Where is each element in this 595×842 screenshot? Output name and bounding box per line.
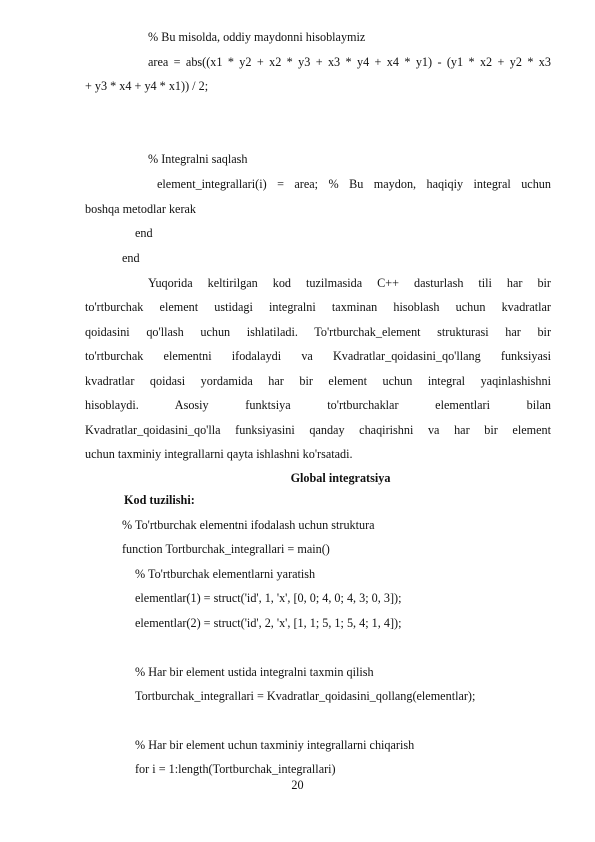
code-line: elementlar(2) = struct('id', 2, 'x', [1, 1; 5, 1; 5, 4; 1, 4]);	[135, 616, 402, 630]
code-line: function Tortburchak_integrallari = main()	[122, 542, 330, 556]
paragraph-line: to'rtburchak element ustidagi integralni taxminan hisoblash uchun kvadratlar	[85, 300, 551, 314]
code-comment-line: % Har bir element uchun taxminiy integrallarni chiqarish	[135, 738, 415, 752]
subsection-heading: Kod tuzilishi:	[124, 493, 195, 507]
code-end: end	[135, 226, 153, 240]
code-line: boshqa metodlar kerak	[85, 202, 197, 216]
code-line: + y3 * x4 + y4 * x1)) / 2;	[85, 79, 209, 93]
code-line: elementlar(1) = struct('id', 1, 'x', [0, 0; 4, 0; 4, 3; 0, 3]);	[135, 591, 402, 605]
paragraph-line: kvadratlar qoidasi yordamida har bir element uchun integral yaqinlashishni	[85, 374, 551, 388]
paragraph-line: Yuqorida keltirilgan kod tuzilmasida C++ dasturlash tili har bir	[148, 276, 551, 290]
page-number: 20	[291, 778, 304, 792]
paragraph-line: hisoblaydi. Asosiy funktsiya to'rtburchaklar elementlari bilan	[85, 398, 551, 412]
code-line: area = abs((x1 * y2 + x2 * y3 + x3 * y4 + x4 * y1) - (y1 * x2 + y2 * x3	[148, 55, 551, 69]
paragraph-line: to'rtburchak elementni ifodalaydi va Kvadratlar_qoidasini_qo'llang funksiyasi	[85, 349, 551, 363]
paragraph-line: uchun taxminiy integrallarni qayta ishlashni ko'rsatadi.	[85, 447, 353, 461]
code-comment-line: % Bu misolda, oddiy maydonni hisoblaymiz	[148, 30, 366, 44]
code-comment-line: % Har bir element ustida integralni taxmin qilish	[135, 665, 374, 679]
paragraph-line: Kvadratlar_qoidasini_qo'lla funksiyasini qanday chaqirishni va har bir element	[85, 423, 551, 437]
code-comment-line: % Integralni saqlash	[148, 152, 248, 166]
code-comment-line: % To'rtburchak elementlarni yaratish	[135, 567, 316, 581]
section-heading: Global integratsiya	[290, 471, 391, 485]
code-line: for i = 1:length(Tortburchak_integrallari)	[135, 762, 336, 776]
code-end: end	[122, 251, 140, 265]
code-line: Tortburchak_integrallari = Kvadratlar_qoidasini_qollang(elementlar);	[135, 689, 476, 703]
code-line: element_integrallari(i) = area; % Bu maydon, haqiqiy integral uchun	[157, 177, 551, 191]
paragraph-line: qoidasini qo'llash uchun ishlatiladi. To'rtburchak_element strukturasi har bir	[85, 325, 551, 339]
code-comment-line: % To'rtburchak elementni ifodalash uchun struktura	[122, 518, 375, 532]
